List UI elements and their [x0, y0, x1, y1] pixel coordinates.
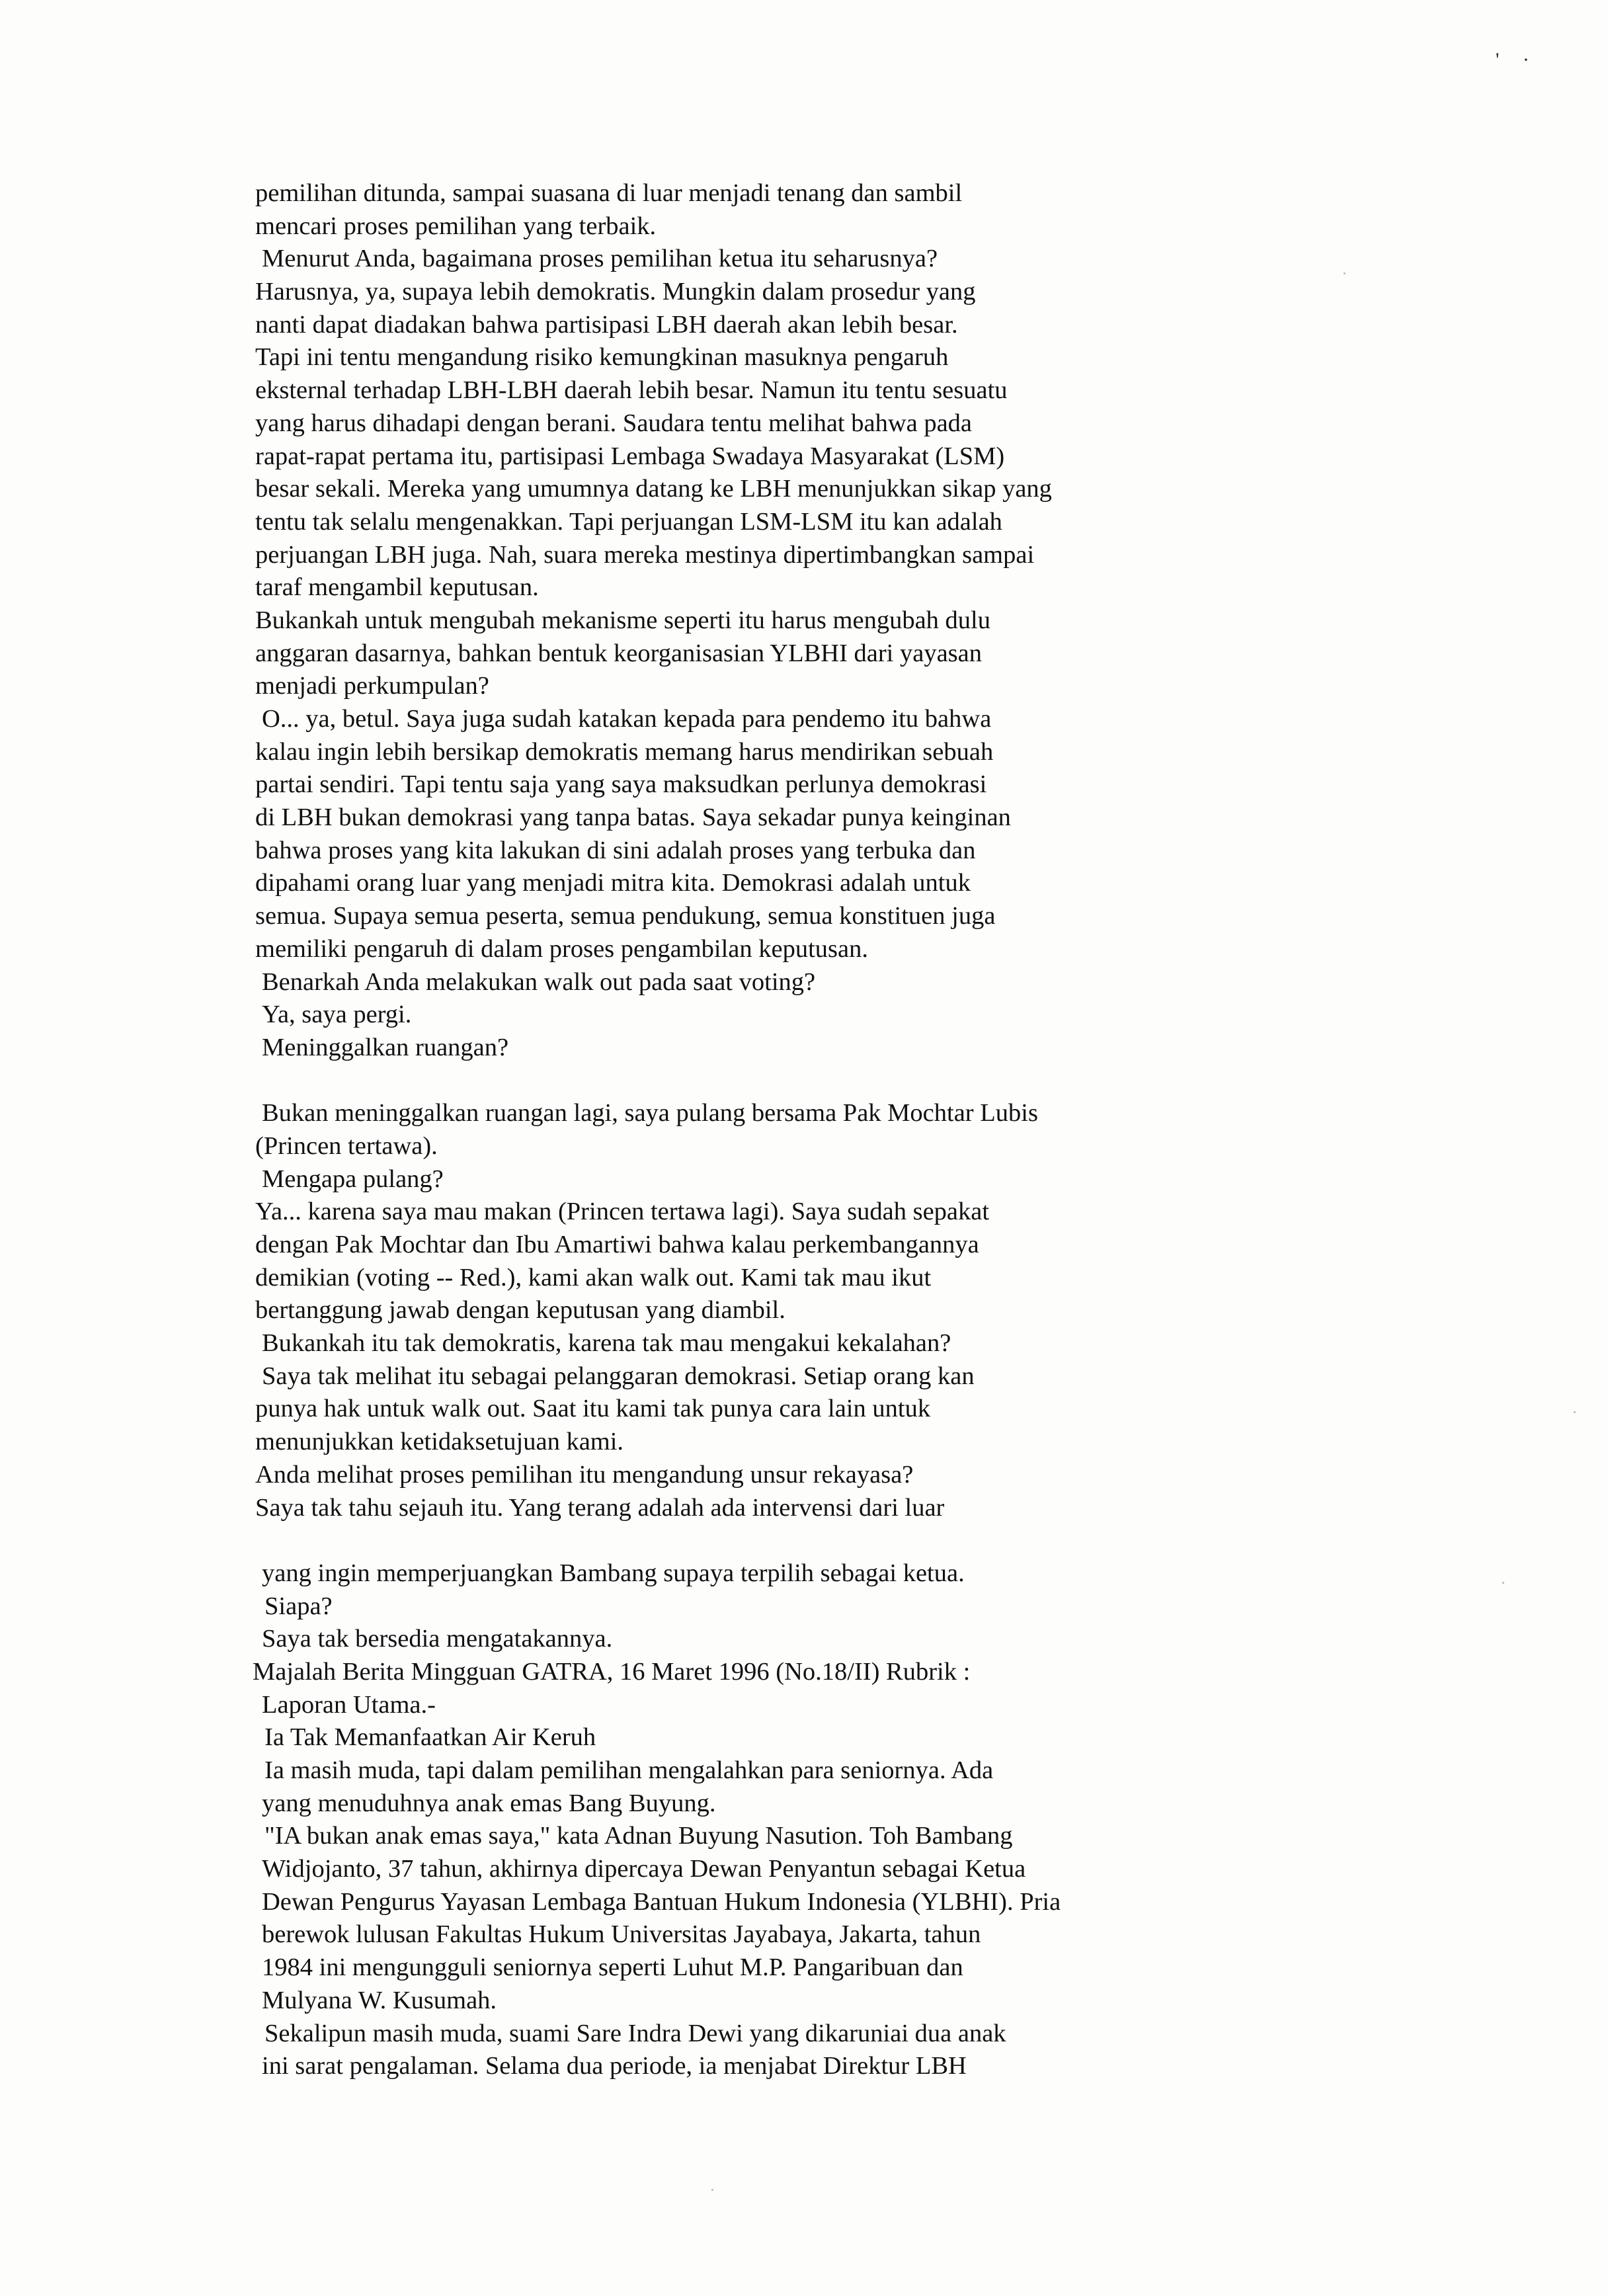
text-line: perjuangan LBH juga. Nah, suara mereka mestinya dipertimbangkan sampai — [255, 540, 1035, 569]
text-line: yang menuduhnya anak emas Bang Buyung. — [262, 1789, 716, 1817]
text-line: "IA bukan anak emas saya," kata Adnan Buyung Nasution. Toh Bambang — [264, 1822, 1013, 1850]
text-line: semua. Supaya semua peserta, semua pendukung, semua konstituen juga — [255, 902, 996, 930]
text-line: taraf mengambil keputusan. — [255, 573, 539, 602]
text-line: Mengapa pulang? — [262, 1165, 444, 1193]
text-line: menunjukkan ketidaksetujuan kami. — [255, 1428, 624, 1456]
text-line: tentu tak selalu mengenakkan. Tapi perjuangan LSM-LSM itu kan adalah — [255, 507, 1002, 536]
text-line: dipahami orang luar yang menjadi mitra kita. Demokrasi adalah untuk — [255, 869, 971, 897]
text-line: Ya... karena saya mau makan (Princen tertawa lagi). Saya sudah sepakat — [255, 1198, 990, 1226]
text-line: Saya tak tahu sejauh itu. Yang terang adalah ada intervensi dari luar — [255, 1493, 945, 1522]
corner-mark: ' · — [1496, 49, 1539, 71]
text-line: rapat-rapat pertama itu, partisipasi Lembaga Swadaya Masyarakat (LSM) — [255, 442, 1005, 470]
scan-speck — [1344, 272, 1346, 274]
text-line: kalau ingin lebih bersikap demokratis memang harus mendirikan sebuah — [255, 737, 994, 766]
text-line: Widjojanto, 37 tahun, akhirnya dipercaya Dewan Penyantun sebagai Ketua — [262, 1855, 1026, 1883]
text-line: yang harus dihadapi dengan berani. Saudara tentu melihat bahwa pada — [255, 409, 973, 437]
blank-line — [255, 1524, 1511, 1557]
article-text-body — [255, 177, 1511, 2083]
text-line: di LBH bukan demokrasi yang tanpa batas. Saya sekadar punya keinginan — [255, 803, 1011, 832]
text-line: yang ingin memperjuangkan Bambang supaya terpilih sebagai ketua. — [262, 1559, 965, 1587]
text-line: partai sendiri. Tapi tentu saja yang saya maksudkan perlunya demokrasi — [255, 770, 987, 799]
text-line: 1984 ini mengungguli seniornya seperti Luhut M.P. Pangaribuan dan — [262, 1953, 963, 1982]
text-line: Ia Tak Memanfaatkan Air Keruh — [264, 1723, 596, 1752]
text-line: Harusnya, ya, supaya lebih demokratis. Mungkin dalam prosedur yang — [255, 278, 976, 306]
text-line: Tapi ini tentu mengandung risiko kemungkinan masuknya pengaruh — [255, 343, 949, 372]
blank-line — [255, 1065, 1511, 1098]
text-line: Bukankah untuk mengubah mekanisme seperti itu harus mengubah dulu — [255, 606, 990, 634]
text-line: anggaran dasarnya, bahkan bentuk keorganisasian YLBHI dari yayasan — [255, 639, 982, 667]
text-line: Bukankah itu tak demokratis, karena tak mau mengakui kekalahan? — [262, 1329, 951, 1358]
text-line: Ya, saya pergi. — [262, 1001, 412, 1029]
scan-speck — [1574, 1411, 1576, 1413]
text-line: berewok lulusan Fakultas Hukum Universitas Jayabaya, Jakarta, tahun — [262, 1920, 981, 1949]
text-line: bahwa proses yang kita lakukan di sini adalah proses yang terbuka dan — [255, 836, 976, 864]
text-line: eksternal terhadap LBH-LBH daerah lebih besar. Namun itu tentu sesuatu — [255, 376, 1008, 405]
text-line: Majalah Berita Mingguan GATRA, 16 Maret 1996 (No.18/II) Rubrik : — [253, 1657, 971, 1686]
text-line: ini sarat pengalaman. Selama dua periode, ia menjabat Direktur LBH — [262, 2052, 967, 2080]
text-line: memiliki pengaruh di dalam proses pengambilan keputusan. — [255, 934, 868, 963]
text-line: Anda melihat proses pemilihan itu mengandung unsur rekayasa? — [255, 1460, 914, 1489]
text-line: Bukan meninggalkan ruangan lagi, saya pulang bersama Pak Mochtar Lubis — [262, 1099, 1038, 1128]
scan-speck — [1502, 1582, 1504, 1584]
text-line: Ia masih muda, tapi dalam pemilihan mengalahkan para seniornya. Ada — [264, 1756, 994, 1784]
scan-speck — [711, 2189, 713, 2191]
text-line: O... ya, betul. Saya juga sudah katakan kepada para pendemo itu bahwa — [262, 705, 992, 733]
text-line: Menurut Anda, bagaimana proses pemilihan ketua itu seharusnya? — [262, 245, 938, 273]
text-line: nanti dapat diadakan bahwa partisipasi LBH daerah akan lebih besar. — [255, 310, 958, 339]
text-line: punya hak untuk walk out. Saat itu kami tak punya cara lain untuk — [255, 1395, 931, 1423]
text-line: Meninggalkan ruangan? — [262, 1033, 509, 1061]
text-line: Saya tak melihat itu sebagai pelanggaran demokrasi. Setiap orang kan — [262, 1362, 975, 1390]
text-line: Laporan Utama.- — [262, 1690, 436, 1719]
text-line: menjadi perkumpulan? — [255, 672, 489, 700]
text-line: Saya tak bersedia mengatakannya. — [262, 1625, 613, 1653]
text-line: Siapa? — [264, 1592, 333, 1620]
text-line: pemilihan ditunda, sampai suasana di luar menjadi tenang dan sambil — [255, 179, 963, 207]
text-line: besar sekali. Mereka yang umumnya datang ke LBH menunjukkan sikap yang — [255, 475, 1052, 503]
text-line: demikian (voting -- Red.), kami akan walk out. Kami tak mau ikut — [255, 1263, 932, 1292]
text-line: Mulyana W. Kusumah. — [262, 1986, 497, 2014]
text-line: Dewan Pengurus Yayasan Lembaga Bantuan Hukum Indonesia (YLBHI). Pria — [262, 1887, 1061, 1916]
text-line: dengan Pak Mochtar dan Ibu Amartiwi bahwa kalau perkembangannya — [255, 1231, 979, 1258]
text-line: Benarkah Anda melakukan walk out pada saat voting? — [262, 967, 816, 996]
text-line: (Princen tertawa). — [255, 1131, 438, 1160]
text-line: mencari proses pemilihan yang terbaik. — [255, 212, 657, 240]
text-line: Sekalipun masih muda, suami Sare Indra Dewi yang dikaruniai dua anak — [264, 2019, 1006, 2047]
text-line: bertanggung jawab dengan keputusan yang diambil. — [255, 1296, 785, 1325]
